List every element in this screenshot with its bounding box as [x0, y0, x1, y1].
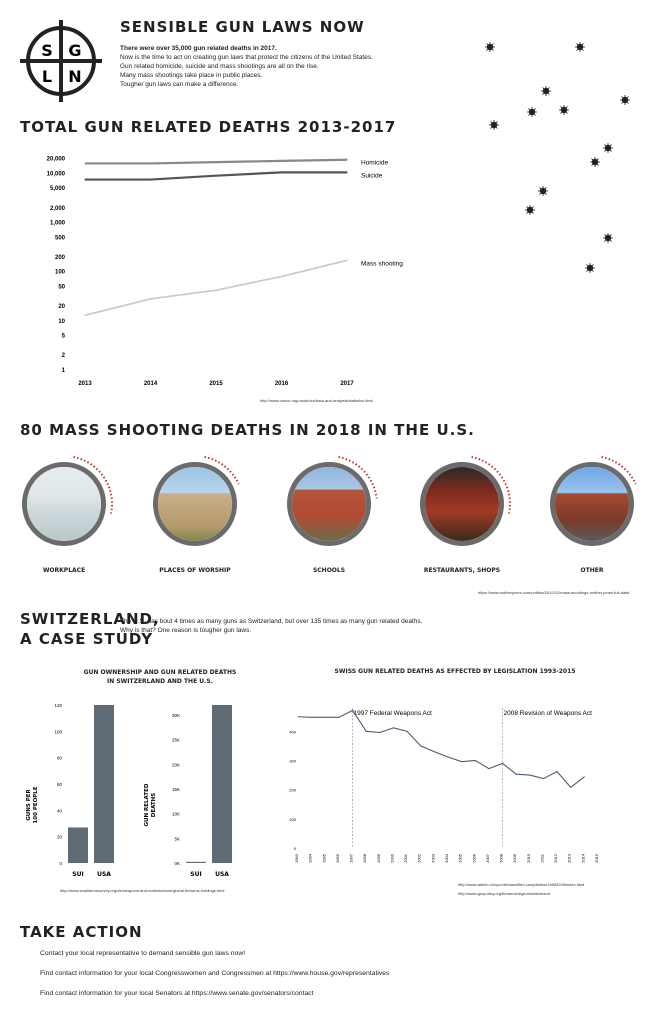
- action-item[interactable]: Find contact information for your local Congresswomen and Congressmen at https://www.house.gov/representatives: [40, 970, 390, 977]
- y-tick-label: 300: [289, 758, 296, 764]
- data-point: [338, 717, 339, 718]
- venue-share-arc: [540, 452, 644, 556]
- x-tick-label: 1998: [362, 854, 368, 863]
- y-axis-label-line: 100 PEOPLE: [33, 786, 39, 824]
- y-tick-label: 1,000: [49, 220, 65, 227]
- x-tick-label: 2011: [539, 854, 545, 863]
- section-title-line: A CASE STUDY: [20, 630, 154, 648]
- y-tick-label: 5K: [174, 836, 180, 842]
- x-tick-label: USA: [97, 871, 111, 878]
- annotation-label: 2008 Revision of Weapons Act: [503, 710, 592, 717]
- x-tick-label: 2003: [430, 854, 436, 863]
- intro-line: Many mass shootings take place in public places.: [120, 72, 263, 79]
- data-point: [84, 163, 85, 164]
- page-title: SENSIBLE GUN LAWS NOW: [120, 18, 365, 36]
- bar: [94, 705, 114, 863]
- action-item[interactable]: Find contact information for your local Senators at https://www.senate.gov/senators/contact: [40, 990, 314, 997]
- y-tick-label: 60: [56, 782, 62, 787]
- data-point: [298, 716, 299, 717]
- venue-label: PLACES OF WORSHIP: [159, 567, 231, 574]
- venue-share-arc-path: [74, 457, 112, 514]
- data-point: [352, 710, 353, 711]
- y-tick-label: 10K: [171, 811, 180, 817]
- data-point: [281, 160, 282, 161]
- data-point: [215, 290, 216, 291]
- logo-letter: G: [68, 41, 82, 60]
- venue-share-arc: [12, 452, 116, 556]
- sgln-logo: [20, 20, 102, 102]
- data-point: [150, 163, 151, 164]
- venue-label: RESTAURANTS, SHOPS: [423, 567, 501, 574]
- data-point: [281, 276, 282, 277]
- y-axis-label-line: GUN RELATED: [144, 783, 150, 827]
- section-title: TAKE ACTION: [20, 923, 143, 941]
- x-tick-label: USA: [215, 871, 229, 878]
- y-tick-label: 200: [54, 254, 65, 261]
- data-point: [461, 761, 462, 762]
- y-tick-label: 20,000: [46, 156, 65, 163]
- data-point: [281, 172, 282, 173]
- y-tick-label: 20K: [171, 762, 180, 768]
- y-axis-label: [26, 786, 39, 823]
- case-study-text: [120, 617, 520, 635]
- y-tick-label: 2: [61, 353, 65, 360]
- x-tick-label: 2014: [580, 854, 586, 863]
- data-point: [325, 717, 326, 718]
- data-point: [475, 760, 476, 761]
- y-tick-label: 30K: [171, 712, 180, 718]
- data-point: [584, 776, 585, 777]
- x-tick-label: 2006: [471, 854, 477, 863]
- x-tick-label: 1995: [321, 854, 327, 863]
- bar: [68, 827, 88, 863]
- action-item: Contact your local representative to demand sensible gun laws now!: [40, 950, 246, 957]
- intro-line: Tougher gun laws can make a difference.: [120, 81, 239, 88]
- data-point: [393, 727, 394, 728]
- x-tick-label: 1997: [348, 854, 354, 863]
- y-tick-label: 500: [54, 235, 65, 242]
- y-axis-label: [144, 783, 157, 826]
- bar-chart-title-line: GUN OWNERSHIP AND GUN RELATED DEATHS: [83, 669, 237, 676]
- series-line: [298, 710, 584, 787]
- x-tick-label: 1999: [375, 854, 381, 863]
- data-point: [346, 172, 347, 173]
- venue-share-arc-path: [472, 457, 510, 514]
- source-link[interactable]: http://www.gunpolicy.org/firearms/region/switzerland: [458, 891, 550, 896]
- line-chart-title: SWISS GUN RELATED DEATHS AS EFFECTED BY LEGISLATION 1993-2015: [334, 668, 576, 675]
- data-point: [516, 774, 517, 775]
- x-tick-label: 2013: [566, 854, 572, 863]
- data-point: [215, 162, 216, 163]
- data-point: [150, 298, 151, 299]
- venue-share-arc: [277, 452, 381, 556]
- data-point: [84, 179, 85, 180]
- y-tick-label: 15K: [171, 786, 180, 792]
- data-point: [543, 778, 544, 779]
- y-tick-label: 100: [289, 816, 296, 822]
- data-point: [488, 768, 489, 769]
- data-point: [346, 159, 347, 160]
- x-tick-label: 2014: [143, 381, 158, 387]
- series-line-mass-shooting: [85, 260, 347, 315]
- bar-chart-title-line: IN SWITZERLAND AND THE U.S.: [106, 678, 214, 685]
- x-tick-label: 1996: [334, 854, 340, 863]
- y-tick-label: 5,000: [49, 186, 65, 193]
- data-point: [407, 731, 408, 732]
- data-point: [529, 775, 530, 776]
- y-tick-label: 40: [56, 808, 62, 814]
- venue-share-arc: [410, 452, 514, 556]
- x-tick-label: 2013: [78, 381, 92, 387]
- case-study-line: The U.S. has bout 4 times as many guns as Switzerland, but over 135 times as many gun related deaths.: [120, 618, 423, 625]
- data-point: [346, 260, 347, 261]
- logo-letter: N: [68, 67, 82, 86]
- source-link[interactable]: http://www.admin.ch/opc/de/classified-compilation/19983208/index.html: [458, 882, 585, 887]
- swiss-deaths-line-chart: [280, 700, 625, 870]
- y-tick-label: 200: [289, 787, 296, 793]
- y-axis-label-line: GUNS PER: [26, 789, 32, 821]
- y-tick-label: 20: [56, 834, 62, 840]
- venue-share-arc-path: [602, 457, 636, 484]
- x-tick-label: 2002: [416, 854, 422, 863]
- x-tick-label: 2007: [484, 854, 490, 863]
- series-label: Suicide: [361, 172, 383, 180]
- logo-letter: S: [41, 41, 53, 60]
- series-label: Homicide: [361, 159, 389, 167]
- data-point: [570, 787, 571, 788]
- intro-lead: There were over 35,000 gun related deaths in 2017.: [120, 45, 277, 52]
- x-tick-label: 2015: [209, 381, 223, 387]
- bullet-holes-decoration: [480, 35, 640, 280]
- venue-label: SCHOOLS: [312, 567, 346, 574]
- logo-letter: L: [41, 67, 53, 86]
- data-point: [366, 731, 367, 732]
- y-tick-label: 20: [58, 304, 65, 311]
- y-tick-label: 10,000: [46, 171, 65, 178]
- x-tick-label: 2001: [403, 854, 409, 863]
- data-point: [379, 732, 380, 733]
- total-deaths-line-chart: [20, 140, 440, 395]
- y-tick-label: 0: [293, 846, 296, 851]
- x-tick-label: 2005: [457, 854, 463, 863]
- source-link[interactable]: http://www.unodc.org/unodc/en/data-and-analysis/statistics.html: [260, 398, 373, 403]
- bar: [186, 862, 206, 863]
- series-label: Mass shooting: [361, 260, 403, 268]
- x-tick-label: 2004: [444, 854, 449, 863]
- y-tick-label: 100: [54, 729, 62, 735]
- y-tick-label: 100: [54, 269, 65, 276]
- y-tick-label: 80: [56, 755, 62, 761]
- y-tick-label: 2,000: [49, 205, 65, 212]
- y-tick-label: 25K: [171, 737, 180, 743]
- bar-chart-title: [60, 668, 260, 686]
- venue-share-arc: [143, 452, 247, 556]
- source-link[interactable]: http://www.smallarmssurvey.org/de/weapons-and-markets/tools/global-firearms-holdings.html: [60, 888, 225, 893]
- section-title: 80 MASS SHOOTING DEATHS IN 2018 IN THE U.S.: [20, 421, 475, 439]
- y-tick-label: 10: [58, 318, 65, 325]
- bar: [212, 705, 232, 863]
- x-tick-label: 2000: [389, 854, 395, 863]
- x-tick-label: 1993: [294, 854, 299, 863]
- venue-label: OTHER: [580, 567, 604, 574]
- y-tick-label: 120: [54, 703, 62, 708]
- section-title-line: SWITZERLAND,: [20, 610, 160, 628]
- x-tick-label: 2009: [512, 854, 518, 863]
- annotation-label: 1997 Federal Weapons Act: [353, 710, 432, 717]
- intro-line: Now is the time to act on creating gun laws that protect the citizens of the United States.: [120, 54, 373, 61]
- data-point: [502, 763, 503, 764]
- x-tick-label: SUI: [72, 871, 84, 878]
- data-point: [448, 757, 449, 758]
- source-link[interactable]: https://www.motherjones.com/politics/2012/12/mass-shootings-mother-jones-full-data/: [478, 590, 630, 595]
- y-axis-label-line: DEATHS: [151, 792, 157, 818]
- data-point: [420, 745, 421, 746]
- venue-label: WORKPLACE: [42, 567, 86, 574]
- y-tick-label: 1: [61, 368, 65, 374]
- case-study-line: Why is that? One reason is tougher gun laws.: [120, 627, 252, 634]
- x-tick-label: 1994: [307, 854, 313, 863]
- data-point: [84, 315, 85, 316]
- y-tick-label: 0K: [174, 861, 180, 866]
- x-tick-label: 2015: [594, 854, 599, 863]
- x-tick-label: SUI: [190, 871, 202, 878]
- data-point: [150, 179, 151, 180]
- x-tick-label: 2008: [498, 854, 504, 863]
- venue-share-arc-path: [205, 457, 239, 484]
- x-tick-label: 2012: [553, 854, 559, 863]
- y-tick-label: 400: [289, 729, 296, 735]
- x-tick-label: 2017: [340, 381, 354, 387]
- data-point: [215, 175, 216, 176]
- guns-per-100-bar-chart: [22, 695, 132, 880]
- data-point: [311, 717, 312, 718]
- x-tick-label: 2016: [274, 381, 289, 387]
- y-tick-label: 50: [58, 284, 65, 291]
- data-point: [557, 771, 558, 772]
- x-tick-label: 2010: [525, 854, 531, 863]
- intro-line: Gun related homicide, suicide and mass shootings are all on the rise.: [120, 63, 319, 70]
- venue-share-arc-path: [339, 457, 377, 499]
- data-point: [434, 751, 435, 752]
- section-title: TOTAL GUN RELATED DEATHS 2013-2017: [20, 118, 397, 136]
- y-tick-label: 0: [59, 861, 62, 866]
- gun-deaths-bar-chart: [140, 695, 240, 880]
- intro-text: [120, 44, 450, 89]
- y-tick-label: 5: [61, 333, 65, 340]
